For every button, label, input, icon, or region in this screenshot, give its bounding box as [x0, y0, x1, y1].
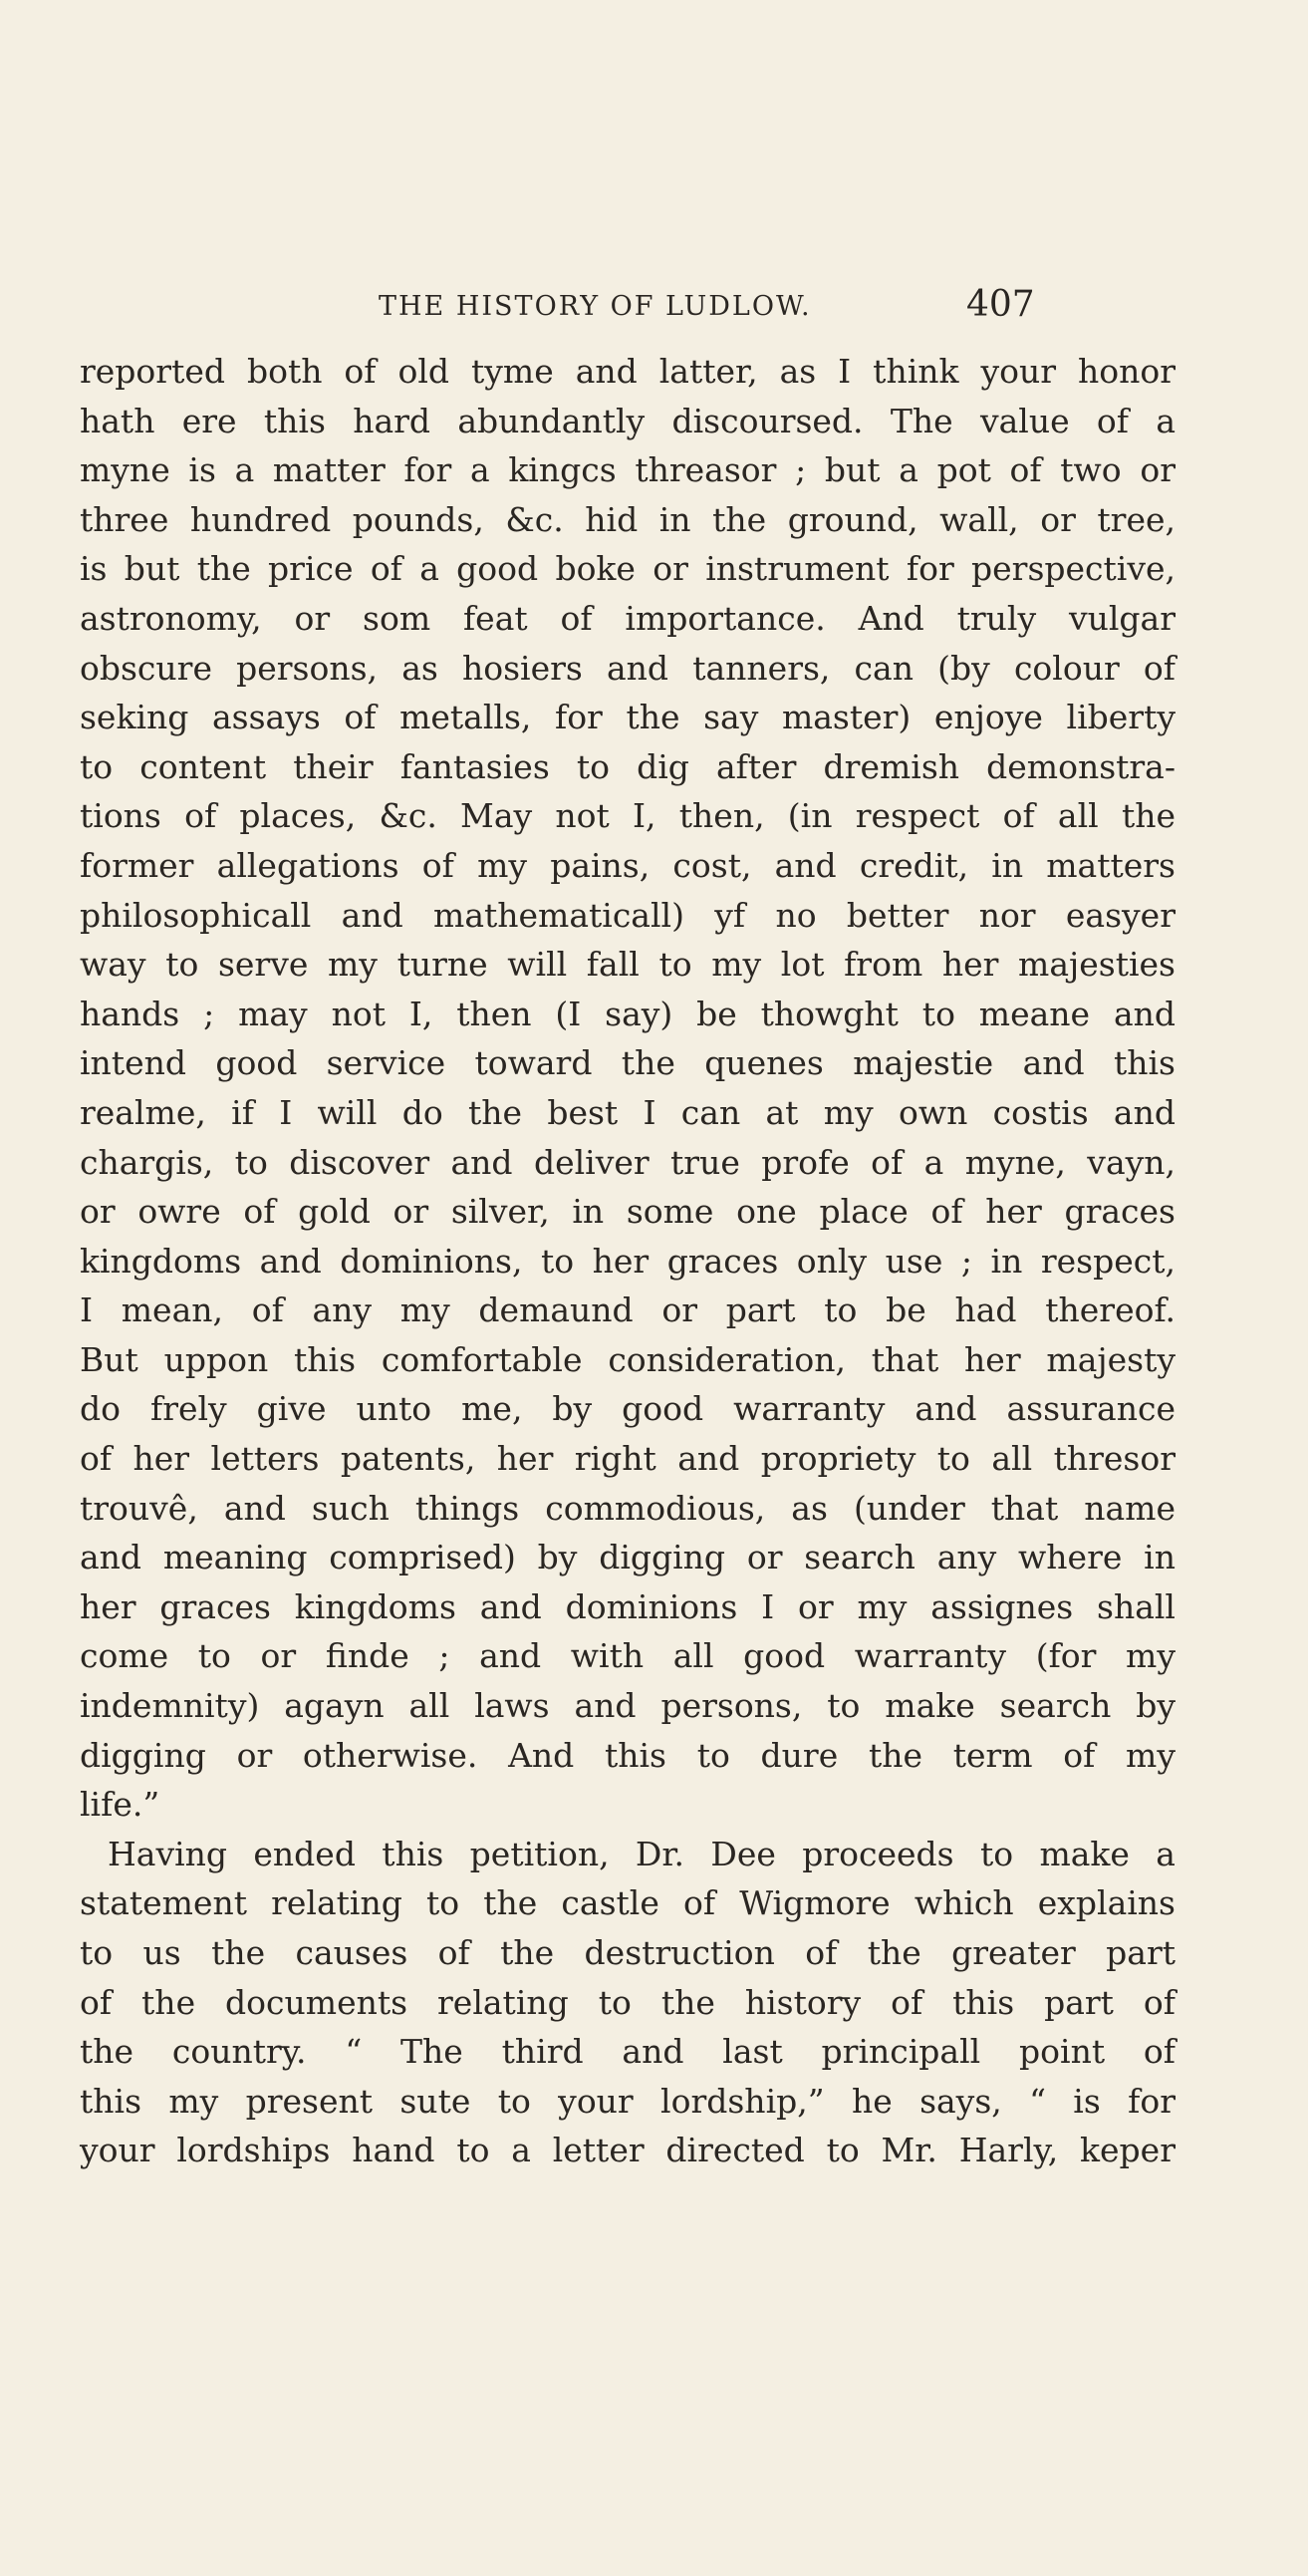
text-line: way to serve my turne will fall to my lot from her majesties [80, 945, 1176, 985]
text-line: and meaning comprised) by digging or search any where in [80, 1538, 1176, 1577]
text-line: to content their fantasies to dig after dremish demonstra- [80, 746, 1176, 786]
text-line: kingdoms and dominions, to her graces only use ; in respect, [80, 1241, 1176, 1281]
page-number: 407 [966, 284, 1035, 325]
text-line: the country. “ The third and last principall point of [80, 2032, 1176, 2072]
text-line: philosophicall and mathematicall) yf no better nor easyer [80, 895, 1176, 935]
text-line: come to or finde ; and with all good warranty (for my [80, 1636, 1176, 1676]
text-line: her graces kingdoms and dominions I or my assignes shall [80, 1586, 1176, 1626]
text-line: or owre of gold or silver, in some one place of her graces [80, 1192, 1176, 1232]
text-line: But uppon this comfortable consideration, that her majesty [80, 1339, 1176, 1379]
running-head [0, 285, 1308, 329]
text-line: life.” [80, 1785, 160, 1825]
text-line: of the documents relating to the history of this part of [80, 1982, 1176, 2022]
text-line: intend good service toward the quenes majestie and this [80, 1043, 1176, 1083]
running-title: THE HISTORY OF LUDLOW. [379, 291, 812, 322]
text-line: former allegations of my pains, cost, and credit, in matters [80, 845, 1176, 885]
text-line: to us the causes of the destruction of the greater part [80, 1933, 1176, 1972]
text-line: your lordships hand to a letter directed to Mr. Harly, keper [80, 2131, 1176, 2170]
text-line: hath ere this hard abundantly discoursed. The value of a [80, 401, 1176, 440]
text-line: statement relating to the castle of Wigmore which explains [80, 1883, 1176, 1923]
text-line: digging or otherwise. And this to dure the term of my [80, 1735, 1176, 1775]
text-line: tions of places, &c. May not I, then, (in respect of all the [80, 796, 1176, 836]
text-line: is but the price of a good boke or instrument for perspective, [80, 549, 1176, 589]
text-line: I mean, of any my demaund or part to be had thereof. [80, 1290, 1176, 1330]
text-line: obscure persons, as hosiers and tanners, can (by colour of [80, 648, 1176, 688]
text-line: Having ended this petition, Dr. Dee proceeds to make a [108, 1834, 1176, 1873]
text-line: trouvê, and such things commodious, as (under that name [80, 1488, 1176, 1528]
text-line: indemnity) agayn all laws and persons, to make search by [80, 1686, 1176, 1726]
body-text [80, 347, 1176, 2175]
text-line: three hundred pounds, &c. hid in the ground, wall, or tree, [80, 499, 1176, 539]
text-line: realme, if I will do the best I can at my own costis and [80, 1092, 1176, 1132]
text-line: seking assays of metalls, for the say master) enjoye liberty [80, 698, 1176, 737]
text-line: chargis, to discover and deliver true profe of a myne, vayn, [80, 1142, 1176, 1182]
text-line: hands ; may not I, then (I say) be thowght to meane and [80, 994, 1176, 1033]
text-line: reported both of old tyme and latter, as I think your honor [80, 352, 1176, 391]
text-line: astronomy, or som feat of importance. And truly vulgar [80, 598, 1176, 638]
text-line: of her letters patents, her right and propriety to all thresor [80, 1439, 1176, 1479]
text-line: this my present sute to your lordship,” he says, “ is for [80, 2081, 1176, 2121]
text-line: myne is a matter for a kingcs threasor ; but a pot of two or [80, 450, 1176, 490]
text-line: do frely give unto me, by good warranty and assurance [80, 1389, 1176, 1429]
